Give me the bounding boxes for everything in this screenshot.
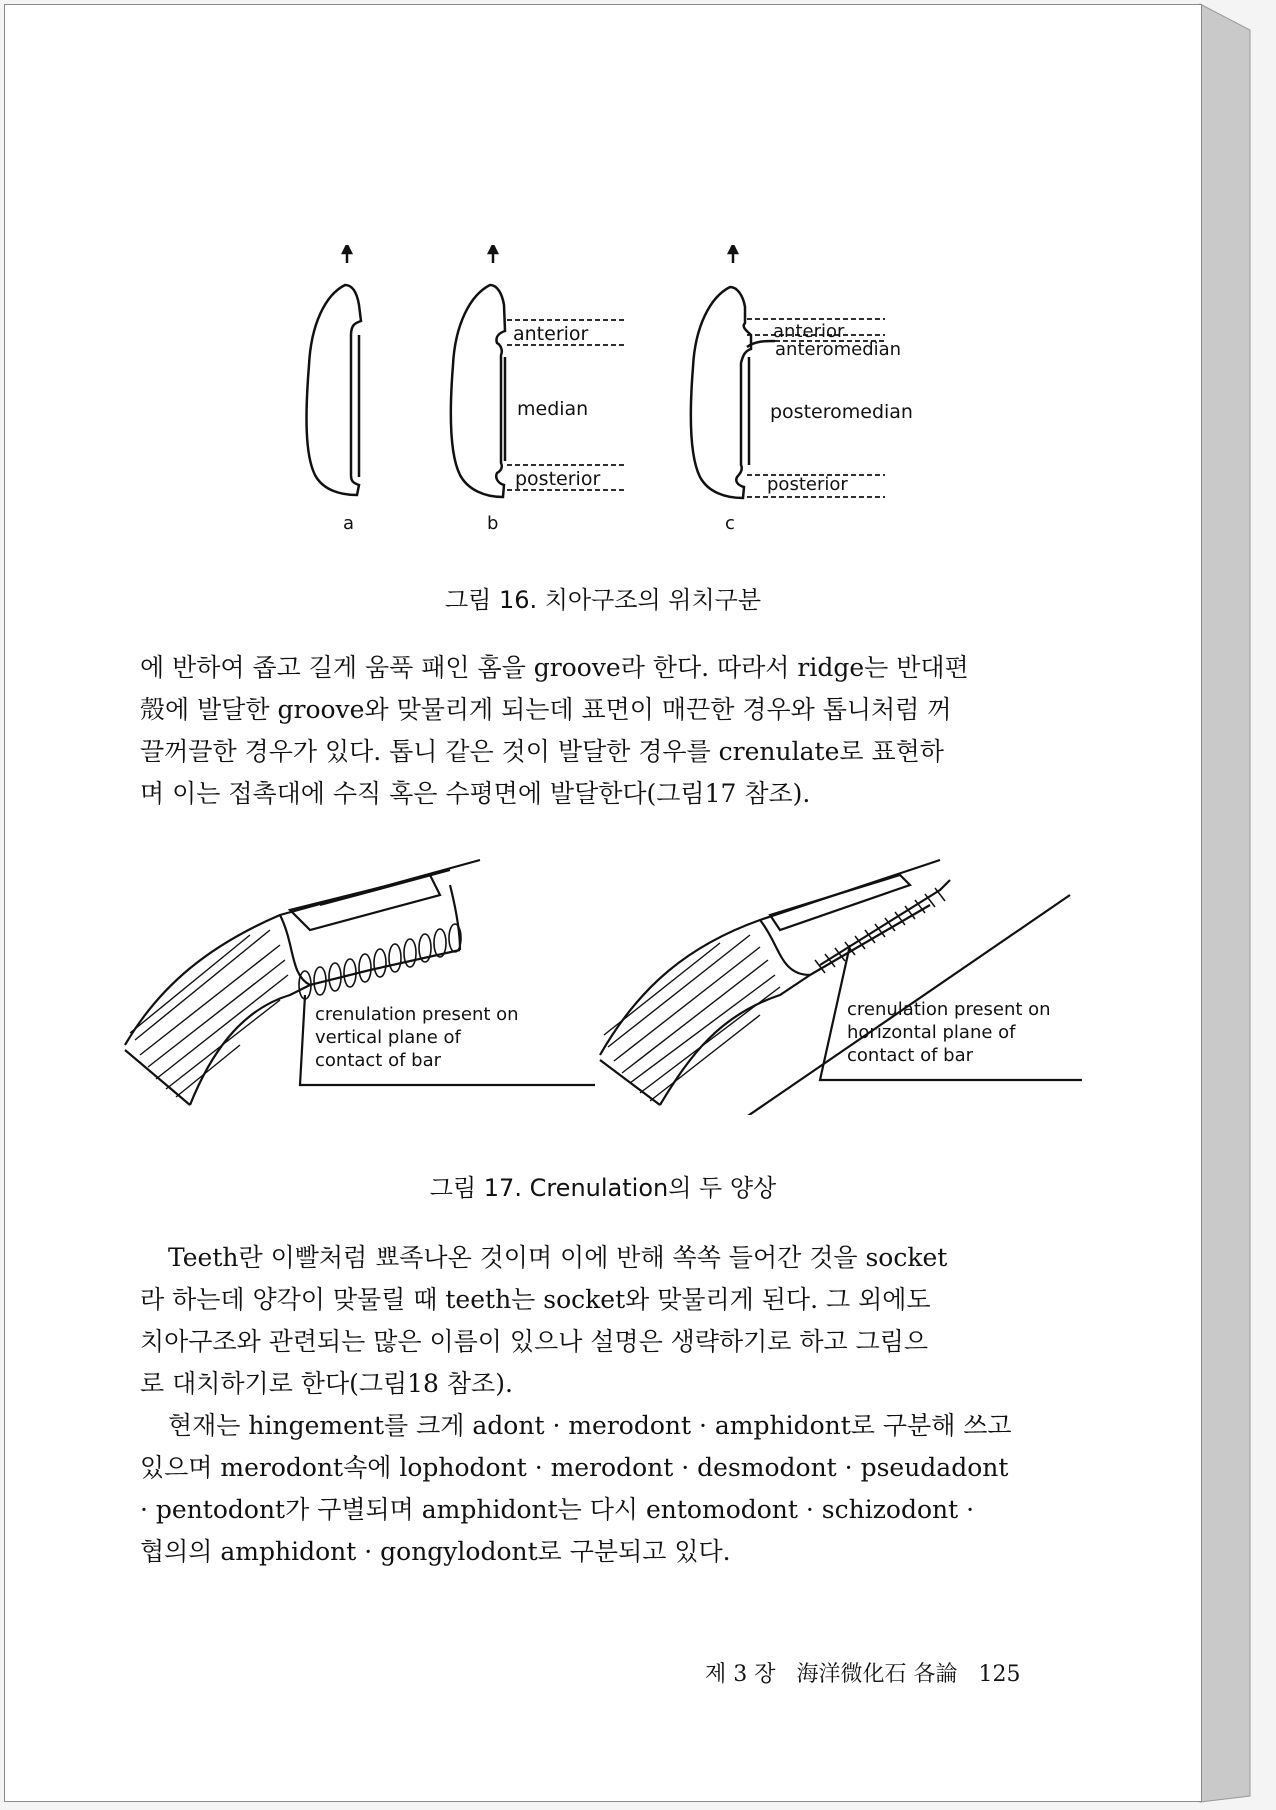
panel-c-shell-drawing <box>691 245 775 498</box>
paragraph-1-line: 殼에 발달한 groove와 맞물리게 되는데 표면이 매끈한 경우와 톱니처럼 꺼 <box>140 695 952 724</box>
paragraph-1-line: 에 반하여 좁고 길게 움푹 패인 홈을 groove라 한다. 따라서 ridge는 반대편 <box>140 653 969 682</box>
panel-c-label-posteromedian: posteromedian <box>770 401 913 423</box>
page-number: 125 <box>978 1662 1021 1687</box>
paragraph-2-line: 라 하는데 양각이 맞물릴 때 teeth는 socket와 맞물리게 된다. 그 외에도 <box>140 1285 931 1314</box>
panel-c-label-anterior: anterior <box>773 321 845 342</box>
panel-c-letter: c <box>725 513 735 534</box>
figure-17-caption: 그림 17. Crenulation의 두 양상 <box>429 1174 777 1202</box>
paragraph-3-line: 협의의 amphidont · gongylodont로 구분되고 있다. <box>140 1537 731 1566</box>
panel-b-label-median: median <box>517 398 589 420</box>
footer-title: 海洋微化石 各論 <box>796 1662 958 1687</box>
paragraph-2-line: 로 대치하기로 한다(그림18 참조). <box>140 1369 513 1398</box>
figure-16-caption: 그림 16. 치아구조의 위치구분 <box>444 586 762 614</box>
figure-17 <box>120 835 1090 1115</box>
left-crenulation-ridges <box>299 924 461 999</box>
footer-chapter: 제 3 장 <box>705 1662 776 1687</box>
paragraph-2-line: 치아구조와 관련되는 많은 이름이 있으나 설명은 생략하기로 하고 그림으 <box>140 1327 929 1356</box>
right-label-line-3: contact of bar <box>847 1045 974 1066</box>
left-label-line-2: vertical plane of <box>315 1027 461 1048</box>
panel-a-shell-drawing <box>307 245 361 495</box>
paragraph-1 <box>140 647 1065 815</box>
right-label-line-2: horizontal plane of <box>847 1022 1016 1043</box>
right-hatching <box>604 935 780 1101</box>
panel-b-label-posterior: posterior <box>515 468 601 490</box>
right-hinge-drawing <box>600 860 1070 1115</box>
figure-16 <box>285 245 925 535</box>
panel-c-label-anteromedian: anteromedian <box>775 339 902 360</box>
left-label-line-1: crenulation present on <box>315 1004 519 1025</box>
paragraph-2-line: Teeth란 이빨처럼 뾰족나온 것이며 이에 반해 쏙쏙 들어간 것을 socket <box>168 1243 948 1272</box>
paragraph-1-line: 끌꺼끌한 경우가 있다. 톱니 같은 것이 발달한 경우를 crenulate로 표현하 <box>140 737 944 766</box>
paragraph-3-line: · pentodont가 구별되며 amphidont는 다시 entomodont · schizodont · <box>140 1495 975 1524</box>
panel-b-label-anterior: anterior <box>513 323 589 345</box>
paragraph-2 <box>140 1237 1065 1405</box>
paragraph-3-line: 있으며 merodont속에 lophodont · merodont · desmodont · pseudadont <box>140 1453 1009 1482</box>
right-label-line-1: crenulation present on <box>847 999 1051 1020</box>
paragraph-1-line: 며 이는 접촉대에 수직 혹은 수평면에 발달한다(그림17 참조). <box>140 779 811 808</box>
panel-c-label-posterior: posterior <box>767 474 848 495</box>
book-page <box>4 4 1202 1802</box>
paragraph-3 <box>140 1405 1065 1573</box>
panel-a-letter: a <box>343 513 355 534</box>
page-footer <box>705 1657 1075 1688</box>
paragraph-3-line: 현재는 hingement를 크게 adont · merodont · amphidont로 구분해 쓰고 <box>168 1411 1012 1440</box>
panel-b-shell-drawing <box>451 245 505 497</box>
left-label-line-3: contact of bar <box>315 1050 442 1071</box>
panel-b-letter: b <box>487 513 499 534</box>
